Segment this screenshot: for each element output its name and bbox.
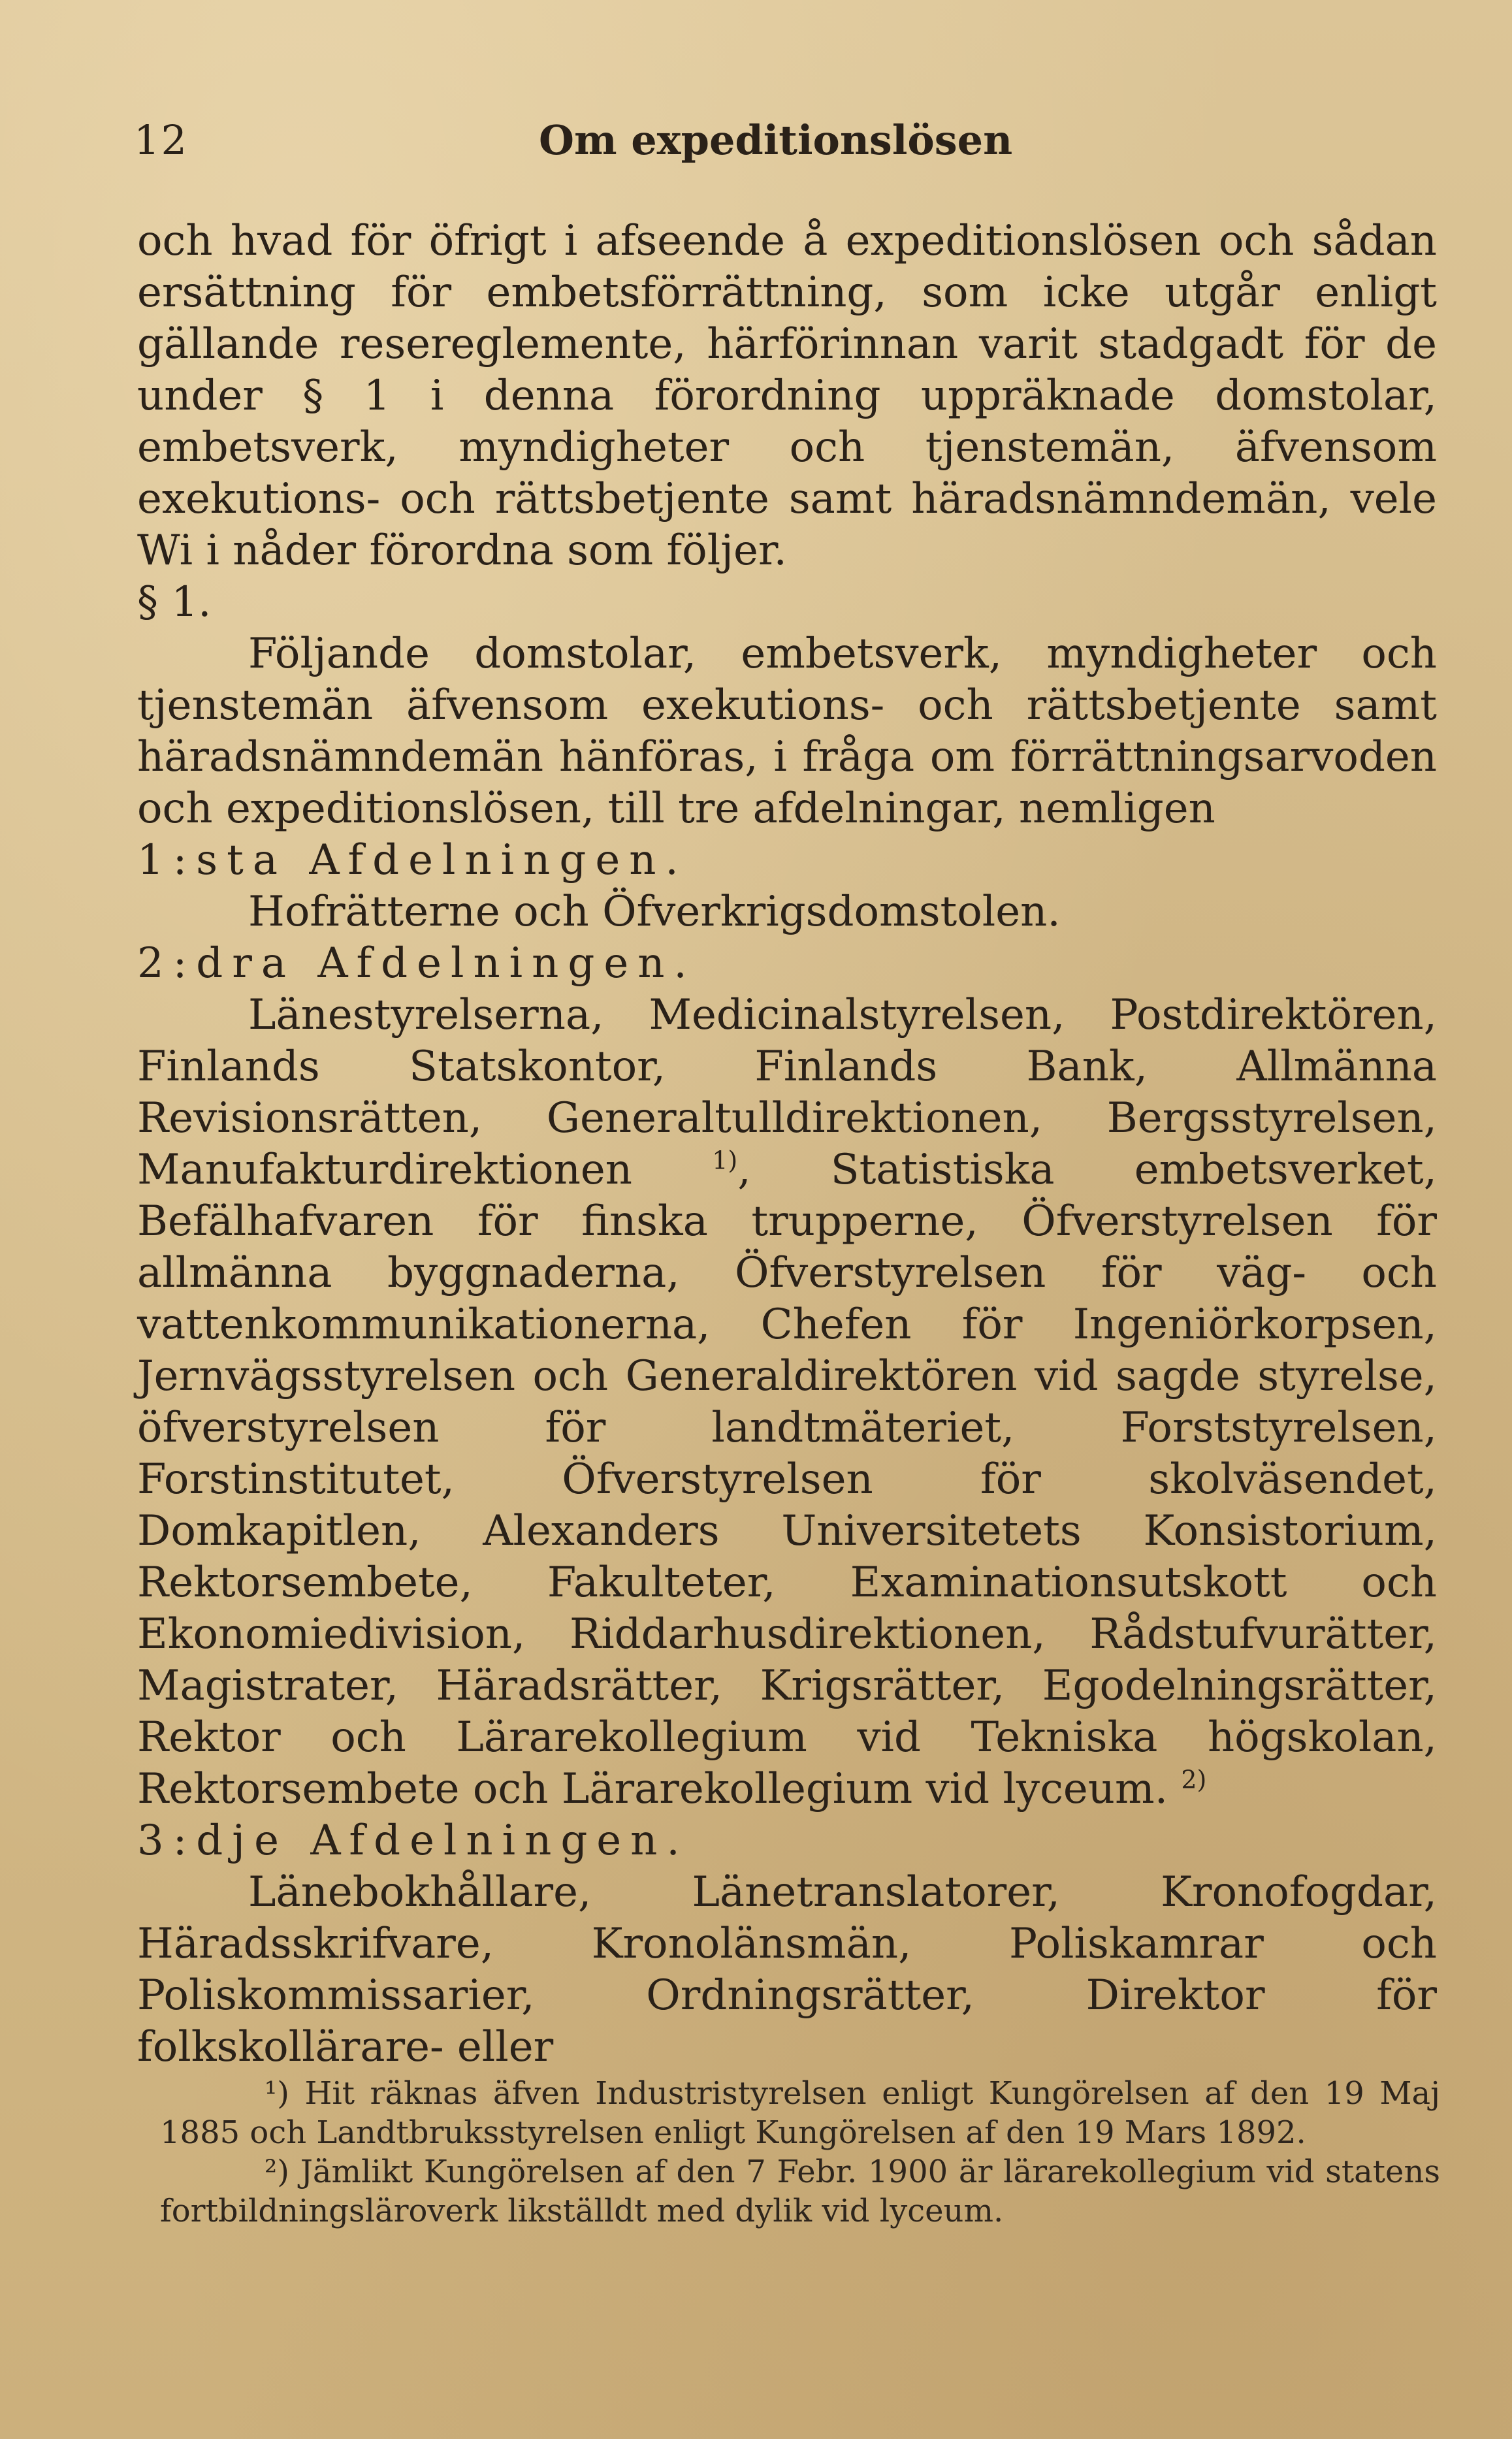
page-number: 12 <box>134 116 188 164</box>
footnote-1-text: Hit räknas äfven Industristyrelsen enligt Kungörelsen af den 19 Maj 1885 och Landtbruksstyrelsen enligt Kungörelsen af den 19 Mars 1892. <box>160 2075 1440 2151</box>
footnote-2-marker: ²) <box>265 2154 289 2190</box>
footnote-2 <box>160 2152 1440 2231</box>
division-heading-1: 1:sta Afdelningen. <box>137 836 688 884</box>
main-text <box>137 216 1437 2073</box>
division-text-2-part-2: , Statistiska embetsverket, Befälhafvaren för finska trupperne, Öfverstyrelsen för allmänna byggnaderna, Öfverstyrelsen för väg- och vattenkommunikationerna, Chefen för Ingeniörkorpsen, Jernvägsstyrelsen och Generaldirektören vid sagde styrelse, öfverstyrelsen för landtmäteriet, Forststyrelsen, Forstinstitutet, Öfverstyrelsen för skolväsendet, Domkapitlen, Alexanders Universitetets Konsistorium, Rektorsembete, Fakulteter, Examinationsutskott och Ekonomiedivision, Riddarhusdirektionen, Rådstufvurätter, Magistrater, Häradsrätter, Krigsrätter, Egodelningsrätter, Rektor och Lärarekollegium vid Tekniska högskolan, Rektorsembete och Lärarekollegium vid lyceum. <box>137 1146 1437 1813</box>
division-text-3: Länebokhållare, Länetranslatorer, Kronofogdar, Häradsskrifvare, Kronolänsmän, Poliskamrar och Poliskommissarier, Ordningsrätter, Direktor för folkskollärare- eller <box>137 1868 1437 2071</box>
footnote-1 <box>160 2074 1440 2152</box>
footnotes <box>160 2074 1440 2231</box>
running-title: Om expeditionslösen <box>539 116 1013 164</box>
division-heading-2: 2:dra Afdelningen. <box>137 939 696 988</box>
footnote-ref-2: 2) <box>1181 1765 1207 1794</box>
footnote-1-marker: ¹) <box>265 2075 289 2112</box>
division-heading-3: 3:dje Afdelningen. <box>137 1817 689 1865</box>
division-text-2-part-1: Länestyrelserna, Medicinalstyrelsen, Postdirektören, Finlands Statskontor, Finlands Bank, Allmänna Revisionsrätten, Generaltulldirektionen, Bergsstyrelsen, Manufakturdirektionen <box>137 991 1437 1194</box>
intro-paragraph: och hvad för öfrigt i afseende å expeditionslösen och sådan ersättning för embetsförrättning, som icke utgår enligt gällande resereglemente, härförinnan varit stadgadt för de under § 1 i denna förordning uppräknade domstolar, embetsverk, myndigheter och tjenstemän, äfvensom exekutions- och rättsbetjente samt häradsnämndemän, vele Wi i nåder förordna som följer. <box>137 217 1437 575</box>
division-text-1: Hofrätterne och Öfverkrigsdomstolen. <box>248 888 1061 936</box>
footnote-ref-1: 1) <box>712 1146 738 1175</box>
section-heading: § 1. <box>137 578 212 626</box>
section-paragraph: Följande domstolar, embetsverk, myndigheter och tjenstemän äfvensom exekutions- och rättsbetjente samt häradsnämndemän hänföras, i fråga om förrättningsarvoden och expeditionslösen, till tre afdelningar, nemligen <box>137 630 1437 833</box>
division-text-2 <box>137 990 1437 1815</box>
footnote-2-text: Jämlikt Kungörelsen af den 7 Febr. 1900 är lärarekollegium vid statens fortbildningsläroverk likställdt med dylik vid lyceum. <box>160 2154 1440 2229</box>
page-header <box>134 116 1375 188</box>
